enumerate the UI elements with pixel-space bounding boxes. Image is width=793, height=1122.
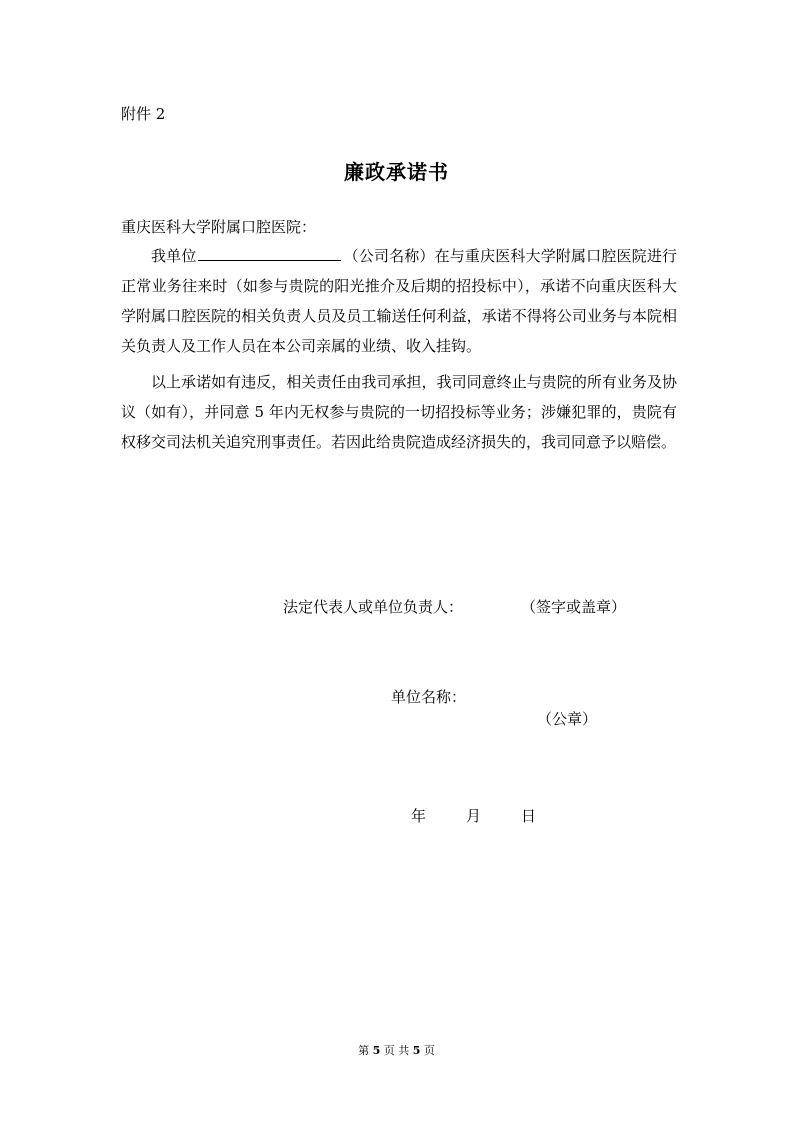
footer-middle: 页 共 [383, 1044, 410, 1057]
page-footer [0, 1043, 793, 1059]
addressee: 重庆医科大学附属口腔医院： [121, 218, 317, 236]
liability-paragraph: 以上承诺如有违反，相关责任由我司承担，我司同意终止与贵院的所有业务及协议（如有），并同意 5 年内无权参与贵院的一切招投标等业务；涉嫌犯罪的，贵院有权移交司法机关追究刑事责任。若因此给贵院造成经济损失的，我司同意予以赔偿。 [121, 373, 677, 451]
attachment-label: 附件 2 [121, 105, 166, 123]
paragraph-lead: 我单位 [151, 247, 197, 265]
unit-seal-note: （公章） [537, 710, 598, 728]
commitment-paragraph [121, 241, 677, 361]
paragraph-body: （公司名称）在与重庆医科大学附属口腔医院进行正常业务往来时（如参与贵院的阳光推介及后期的招投标中），承诺不向重庆医科大学附属口腔医院的相关负责人员及员工输送任何利益，承诺不得将公司业务与本院相关负责人及工作人员在本公司亲属的业绩、收入挂钩。 [121, 247, 677, 355]
footer-total-pages: 5 [412, 1044, 421, 1057]
unit-name-label: 单位名称： [391, 688, 467, 706]
date-month-label: 月 [466, 807, 482, 825]
date-day-label: 日 [521, 807, 537, 825]
document-title: 廉政承诺书 [344, 160, 449, 184]
date-year-label: 年 [411, 807, 427, 825]
company-name-blank [198, 246, 341, 261]
footer-prefix: 第 [358, 1044, 370, 1057]
representative-label: 法定代表人或单位负责人： [283, 598, 464, 616]
footer-current-page: 5 [372, 1044, 381, 1057]
representative-sign-note: （签字或盖章） [521, 598, 627, 616]
footer-suffix: 页 [423, 1044, 435, 1057]
